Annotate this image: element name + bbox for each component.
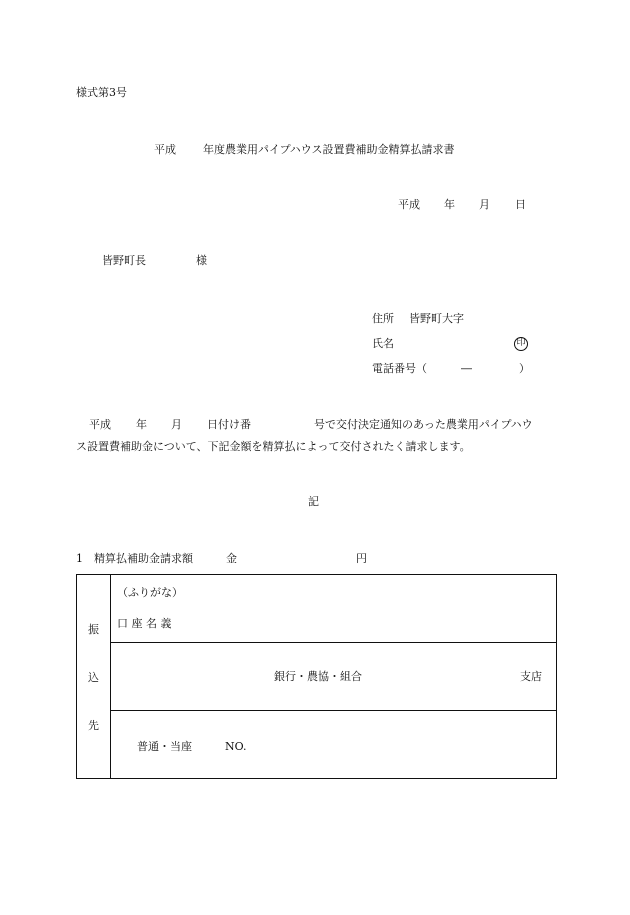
phone-label: 電話番号（ — [372, 362, 427, 375]
account-type-label: 普通・当座 — [137, 740, 192, 753]
body-era: 平成 — [89, 418, 111, 431]
page-title: 年度農業用パイプハウス設置費補助金精算払請求書 — [203, 143, 455, 156]
addressee-name: 皆野町長 — [102, 254, 146, 267]
date-era: 平成 — [398, 198, 420, 211]
phone-close: ） — [519, 362, 530, 375]
bank-types-label: 銀行・農協・組合 — [274, 670, 362, 683]
side-label-saki: 先 — [88, 719, 99, 732]
branch-label: 支店 — [520, 670, 542, 683]
title-era: 平成 — [154, 143, 176, 156]
amount-kin: 金 — [226, 552, 237, 565]
side-label-furi: 振 — [88, 623, 99, 636]
body-day-ref: 日付け番 — [207, 418, 251, 431]
address-value: 皆野町大字 — [409, 312, 464, 325]
amount-label: 精算払補助金請求額 — [94, 552, 193, 565]
amount-number: 1 — [76, 552, 83, 565]
account-no-label: NO. — [225, 740, 247, 753]
phone-dash: ― — [461, 362, 472, 375]
seal-icon: 印 — [514, 336, 528, 351]
body-line1-rest: 号で交付決定通知のあった農業用パイプハウ — [314, 418, 533, 431]
addressee-honorific: 様 — [196, 254, 207, 267]
body-month: 月 — [171, 418, 182, 431]
furigana-label: （ふりがな） — [117, 586, 183, 599]
address-label: 住所 — [372, 312, 394, 325]
account-name-label: 口 座 名 義 — [117, 617, 172, 630]
name-label: 氏名 — [372, 337, 394, 350]
date-year: 年 — [444, 198, 455, 211]
date-day: 日 — [515, 198, 526, 211]
ki-heading: 記 — [308, 495, 319, 508]
table-row-divider — [110, 710, 556, 711]
amount-yen: 円 — [356, 552, 367, 565]
bank-transfer-table — [76, 574, 557, 779]
form-number: 様式第3号 — [76, 86, 127, 99]
table-row-divider — [110, 642, 556, 643]
body-line2: ス設置費補助金について、下記金額を精算払によって交付されたく請求します。 — [76, 440, 471, 453]
side-label-komi: 込 — [88, 671, 99, 684]
date-month: 月 — [479, 198, 490, 211]
body-year: 年 — [136, 418, 147, 431]
table-vertical-divider — [110, 575, 111, 778]
